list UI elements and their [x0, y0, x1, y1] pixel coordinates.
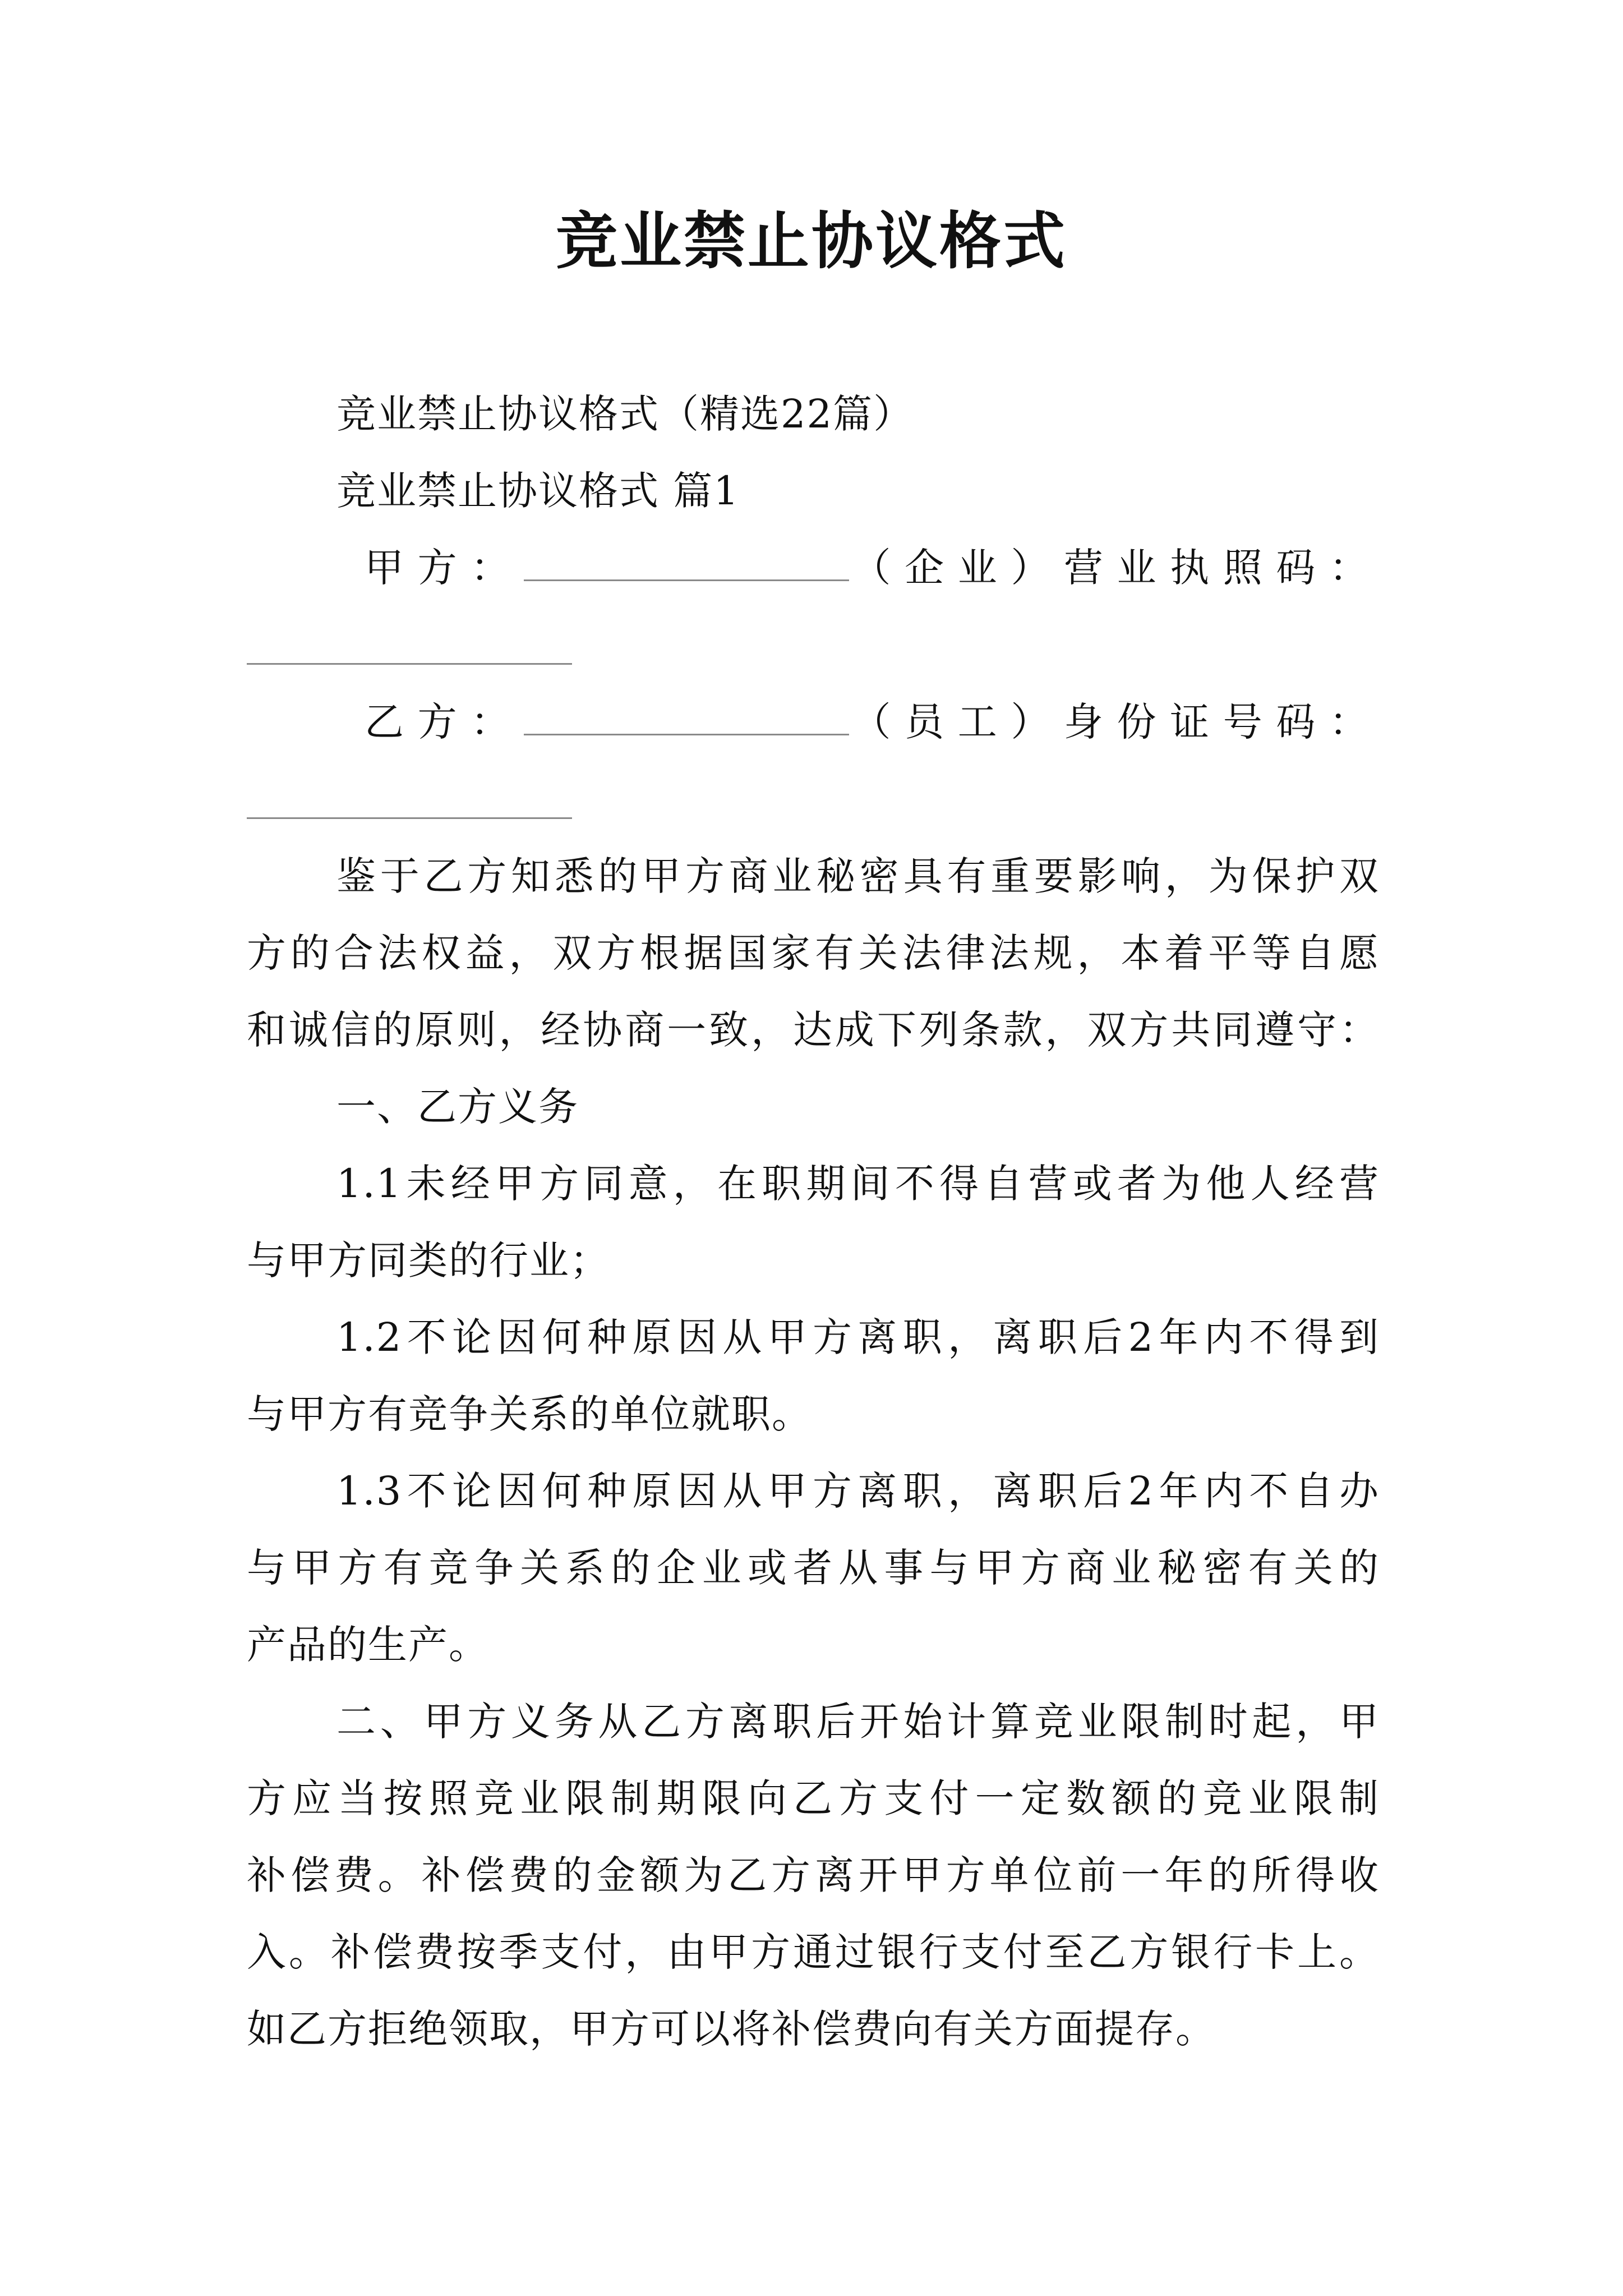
paragraph-line: 方应当按照竞业限制期限向乙方支付一定数额的竞业限制	[247, 1775, 1380, 1821]
paragraph-line: 产品的生产。	[247, 1622, 489, 1668]
party-b-suffix: （员工）身份证号码：	[849, 699, 1380, 745]
party-a-line	[365, 540, 1380, 596]
clause-heading-1: 一、乙方义务	[336, 1084, 579, 1130]
party-b-name-blank	[524, 700, 849, 735]
party-a-license-blank	[247, 663, 572, 665]
paragraph-line: 1.3不论因何种原因从甲方离职，离职后2年内不自办	[336, 1468, 1380, 1514]
paragraph-line: 鉴于乙方知悉的甲方商业秘密具有重要影响，为保护双	[336, 853, 1380, 899]
subtitle: 竞业禁止协议格式（精选22篇）	[336, 391, 914, 437]
paragraph-line: 与甲方有竞争关系的单位就职。	[247, 1391, 812, 1437]
section-heading: 竞业禁止协议格式 篇1	[336, 468, 740, 514]
paragraph-line: 与甲方同类的行业；	[247, 1237, 610, 1283]
party-b-line	[365, 694, 1380, 750]
paragraph-line: 方的合法权益，双方根据国家有关法律法规，本着平等自愿	[247, 930, 1380, 976]
document-title: 竞业禁止协议格式	[556, 205, 1067, 277]
party-a-suffix: （企业）营业执照码：	[849, 545, 1380, 591]
party-a-name-blank	[524, 546, 849, 581]
paragraph-line: 与甲方有竞争关系的企业或者从事与甲方商业秘密有关的	[247, 1545, 1380, 1591]
paragraph-line: 入。补偿费按季支付，由甲方通过银行支付至乙方银行卡上。	[247, 1929, 1380, 1975]
paragraph-line: 1.1未经甲方同意，在职期间不得自营或者为他人经营	[336, 1161, 1380, 1207]
paragraph-line: 补偿费。补偿费的金额为乙方离开甲方单位前一年的所得收	[247, 1852, 1380, 1898]
paragraph-line: 1.2不论因何种原因从甲方离职，离职后2年内不得到	[336, 1314, 1380, 1360]
party-a-label: 甲方：	[365, 545, 524, 591]
party-b-id-blank	[247, 817, 572, 819]
paragraph-line: 如乙方拒绝领取，甲方可以将补偿费向有关方面提存。	[247, 2006, 1216, 2052]
paragraph-line: 和诚信的原则，经协商一致，达成下列条款，双方共同遵守：	[247, 1007, 1380, 1053]
party-b-label: 乙方：	[365, 699, 524, 745]
paragraph-line: 二、甲方义务从乙方离职后开始计算竞业限制时起，甲	[336, 1699, 1380, 1745]
